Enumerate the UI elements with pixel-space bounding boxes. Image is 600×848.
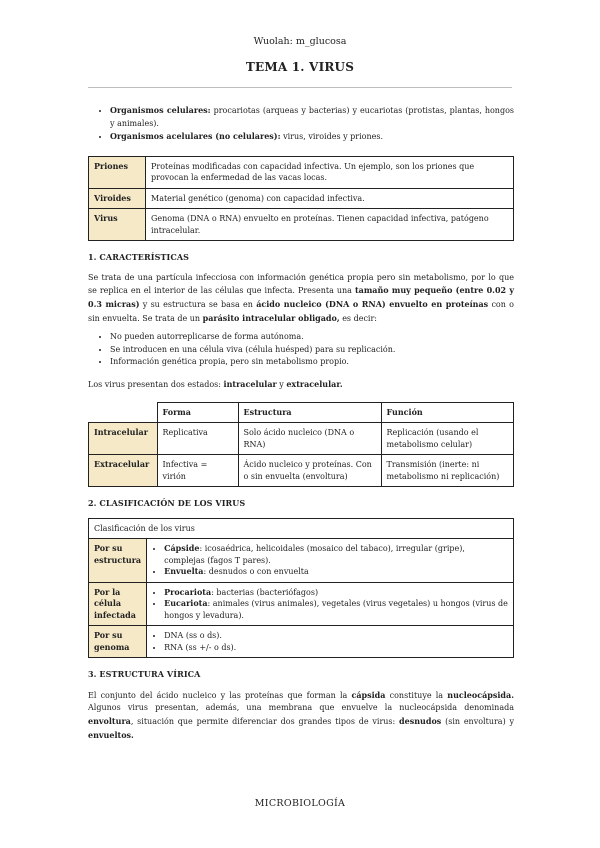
- section-heading: 1. CARACTERÍSTICAS: [88, 252, 189, 263]
- list-item: • Eucariota: animales (virus animales), vegetales (virus vegetales) u hongos (virus de hongos y levadura).: [164, 598, 508, 621]
- section-heading: 2. CLASIFICACIÓN DE LOS VIRUS: [88, 498, 246, 509]
- paragraph: Los virus presentan dos estados: intracelular y extracelular.: [88, 379, 343, 390]
- paragraph: El conjunto del ácido nucleico y las proteínas que forman la cápsida constituye la nucleocápsida. Algunos virus presentan, además, una membrana que envuelve la nucleocápsida denominada envoltura, situación que permite diferenciar dos grandes tipos de virus: desnudos (sin envoltura) y envueltos.: [88, 689, 514, 740]
- row-text: Genoma (DNA o RNA) envuelto en proteínas. Tienen capacidad infectiva, patógeno intracelular.: [146, 209, 514, 241]
- organisms-table: [88, 156, 514, 242]
- table-row: [89, 455, 514, 487]
- table-row: [89, 209, 514, 241]
- list-item: • RNA (ss +/- o ds).: [164, 642, 508, 654]
- page-header: Wuolah: m_glucosa: [253, 36, 347, 47]
- list-item: • Organismos celulares: procariotas (arqueas y bacterias) y eucariotas (protistas, plantas, hongos y animales).: [110, 104, 514, 130]
- features-list: [88, 331, 514, 369]
- paragraph: Se trata de una partícula infecciosa con información genética propia pero sin metabolismo, por lo que se replica en el interior de las células que infecta. Presenta una tamaño muy pequeño (entre 0.02 y 0.3 micras) y su estructura se basa en ácido nucleico (DNA o RNA) envuelto en proteínas con o sin envuelta. Se trata de un parásito intracelular obligado, es decir:: [88, 272, 514, 323]
- list-item: • DNA (ss o ds).: [164, 630, 508, 642]
- table-row: [89, 626, 514, 658]
- column-header: Estructura: [238, 402, 381, 423]
- table-row: [89, 156, 514, 188]
- list-item: • Procariota: bacterias (bacteriófagos): [164, 587, 508, 599]
- main-content: [88, 104, 514, 748]
- row-label: Virus: [89, 209, 146, 241]
- list-item: • Se introducen en una célula viva (célula huésped) para su replicación.: [110, 344, 514, 357]
- table-cell: Ácido nucleico y proteínas. Con o sin envuelta (envoltura): [238, 455, 381, 487]
- table-cell: Replicación (usando el metabolismo celular): [381, 423, 514, 455]
- list-item: • Cápside: icosaédrica, helicoidales (mosaico del tabaco), irregular (gripe), complejas (fagos T pares).: [164, 543, 508, 566]
- list-item: • Organismos acelulares (no celulares): virus, viroides y priones.: [110, 130, 514, 144]
- page-title: TEMA 1. VIRUS: [245, 60, 355, 74]
- header-divider: [88, 87, 512, 88]
- row-label: Por su genoma: [89, 626, 147, 658]
- page-footer: MICROBIOLOGÍA: [254, 798, 346, 809]
- list-item: • Información genética propia, pero sin metabolismo propio.: [110, 356, 514, 369]
- row-label: Intracelular: [89, 423, 158, 455]
- column-header: Forma: [157, 402, 238, 423]
- table-cell: Infectiva = virión: [157, 455, 238, 487]
- row-label: Priones: [89, 156, 146, 188]
- row-label: Por la célula infectada: [89, 582, 147, 626]
- classification-table: [88, 518, 514, 659]
- states-table: [88, 402, 514, 488]
- column-header: Función: [381, 402, 514, 423]
- table-header-row: [89, 402, 514, 423]
- section-heading: 3. ESTRUCTURA VÍRICA: [88, 669, 201, 680]
- row-text: Proteínas modificadas con capacidad infectiva. Un ejemplo, son los priones que provocan la enfermedad de las vacas locas.: [146, 156, 514, 188]
- list-item: • Envuelta: desnudos o con envuelta: [164, 566, 508, 578]
- table-row: [89, 188, 514, 209]
- table-caption-row: [89, 518, 514, 539]
- row-text: Material genético (genoma) con capacidad infectiva.: [146, 188, 514, 209]
- intro-list: [88, 104, 514, 144]
- row-label: Extracelular: [89, 455, 158, 487]
- table-caption: Clasificación de los virus: [89, 518, 514, 539]
- row-label: Viroides: [89, 188, 146, 209]
- table-cell: Solo ácido nucleico (DNA o RNA): [238, 423, 381, 455]
- row-label: Por su estructura: [89, 539, 147, 583]
- table-row: [89, 582, 514, 626]
- list-item: • No pueden autorreplicarse de forma autónoma.: [110, 331, 514, 344]
- table-row: [89, 539, 514, 583]
- table-cell: Replicativa: [157, 423, 238, 455]
- table-row: [89, 423, 514, 455]
- table-cell: Transmisión (inerte: ni metabolismo ni replicación): [381, 455, 514, 487]
